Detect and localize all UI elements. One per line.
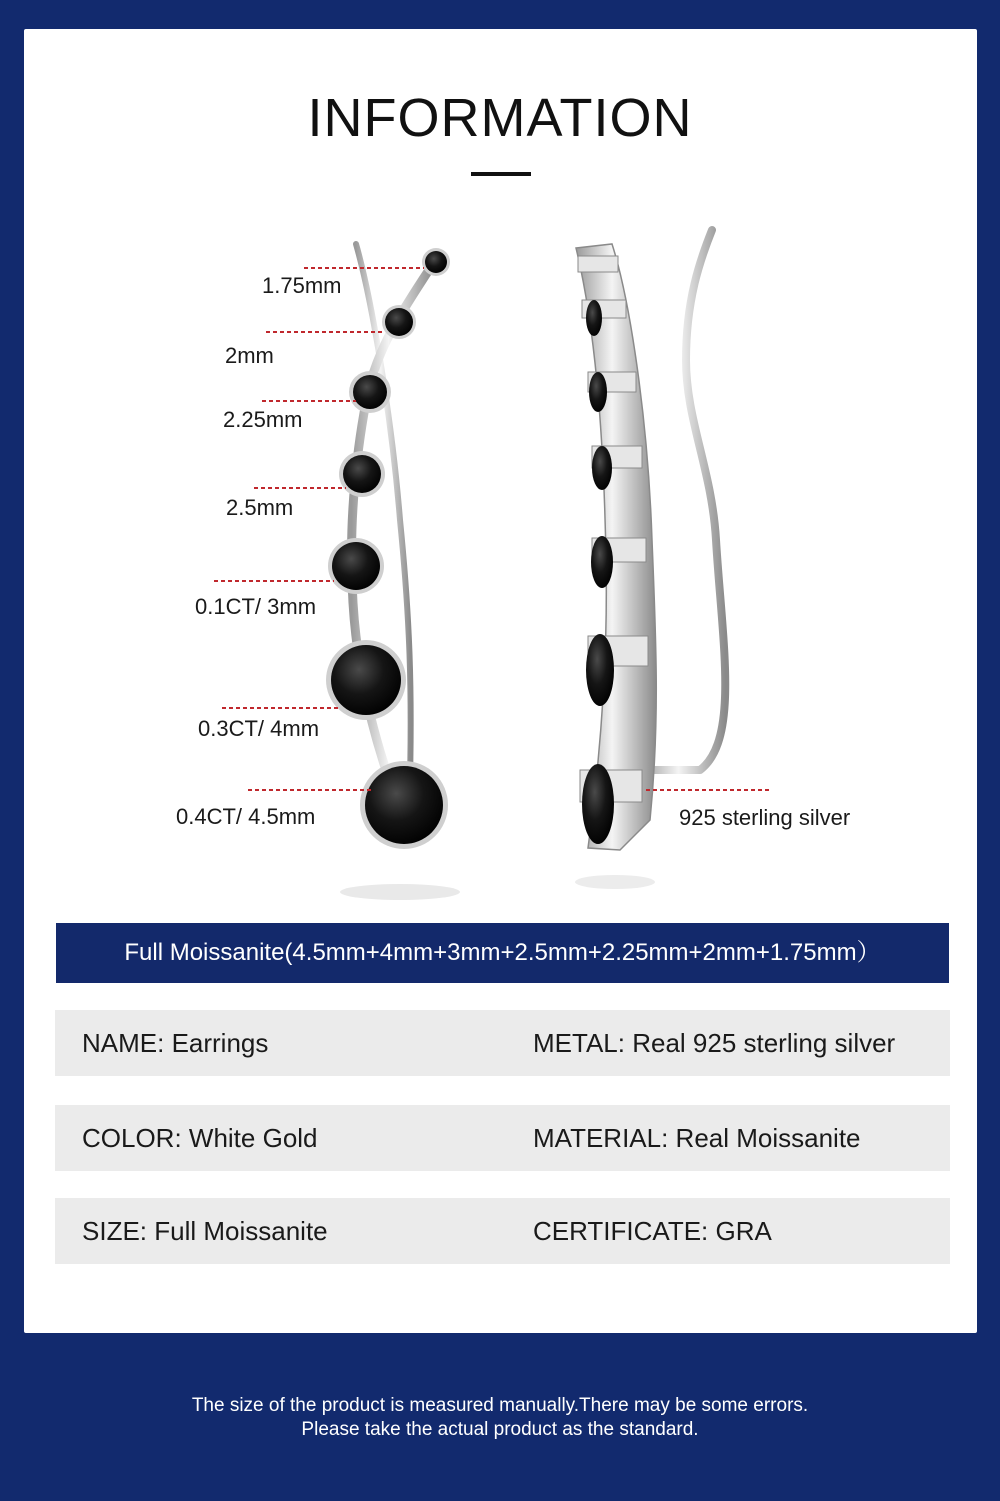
composition-banner: Full Moissanite(4.5mm+4mm+3mm+2.5mm+2.25mm+2mm+1.75mm） — [56, 923, 949, 983]
metal-label: 925 sterling silver — [679, 805, 851, 830]
size-label-4-5mm: 0.4CT/ 4.5mm — [176, 804, 316, 829]
spec-metal: METAL: Real 925 sterling silver — [533, 1028, 896, 1058]
disclaimer-line-1: The size of the product is measured manually.There may be some errors. — [191, 1395, 809, 1416]
title-underline — [471, 172, 531, 176]
stone-2mm — [382, 305, 416, 339]
spec-material: MATERIAL: Real Moissanite — [533, 1123, 861, 1153]
spec-name: NAME: Earrings — [82, 1028, 269, 1058]
size-label-4mm: 0.3CT/ 4mm — [198, 716, 320, 741]
stone-3mm — [328, 538, 384, 594]
stone-4-5mm — [360, 761, 448, 849]
spec-certificate: CERTIFICATE: GRA — [533, 1216, 772, 1246]
page-title: INFORMATION — [307, 88, 693, 148]
size-label-2-5mm: 2.5mm — [226, 495, 294, 520]
spec-size: SIZE: Full Moissanite — [82, 1216, 328, 1246]
spec-row — [55, 1010, 950, 1076]
stone-1-75mm — [422, 248, 450, 276]
spec-row — [55, 1105, 950, 1171]
stone-2-5mm — [339, 451, 385, 497]
size-label-3mm: 0.1CT/ 3mm — [195, 594, 317, 619]
spec-color: COLOR: White Gold — [82, 1123, 318, 1153]
size-label-1-75mm: 1.75mm — [262, 273, 342, 298]
spec-row — [55, 1198, 950, 1264]
size-label-2-25mm: 2.25mm — [223, 407, 303, 432]
disclaimer-line-2: Please take the actual product as the standard. — [301, 1419, 699, 1440]
front-earring-rail — [352, 262, 434, 804]
stone-2-25mm — [349, 371, 391, 413]
size-label-2mm: 2mm — [225, 343, 274, 368]
